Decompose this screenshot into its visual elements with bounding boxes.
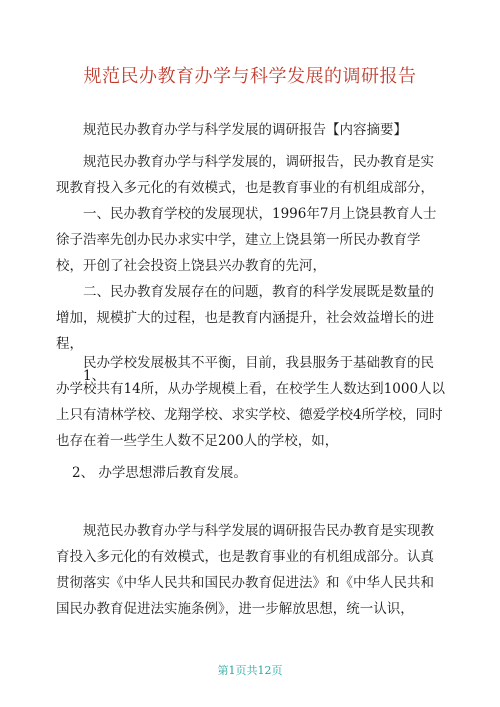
paragraph-intro: 规范民办教育办学与科学发展的，调研报告，民办教育是实现教育投入多元化的有效模式，也是教育事业的有机组成部分， <box>56 154 434 196</box>
paragraph-problems: 二、民办教育发展存在的问题，教育的科学发展既是数量的增加，规模扩大的过程，也是教育内涵提升，社会效益增长的进程， <box>56 284 434 352</box>
paragraph-status: 一、民办教育学校的发展现状，1996年7月上饶县教育人士徐子浩率先创办民办求实中学，建立上饶县第一所民办教育学校，开创了社会投资上饶县兴办教育的先河， <box>56 206 437 274</box>
document-body-middle <box>56 350 446 486</box>
paragraph-imbalance: 民办学校发展极其不平衡，目前，我县服务于基础教育的民办学校共有14所，从办学规模上看，在校学生人数达到1000人以上只有清林学校、龙翔学校、求实学校、德爱学校4所学校，同时也存在着一些学生人数不足200人的学校，如， <box>56 355 446 449</box>
document-title: 规范民办教育办学与科学发展的调研报告 <box>83 66 417 87</box>
page-footer: 第1页共12页 <box>217 664 283 677</box>
list-marker-1: 1、 <box>83 368 106 384</box>
document-body-bottom <box>56 518 446 622</box>
abstract-heading: 规范民办教育办学与科学发展的调研报告【内容摘要】 <box>83 122 407 138</box>
list-item-2: 2、 办学思想滞后教育发展。 <box>72 465 247 481</box>
document-body-top <box>56 117 446 389</box>
paragraph-summary: 规范民办教育办学与科学发展的调研报告民办教育是实现教育投入多元化的有效模式，也是教育事业的有机组成部分。认真贯彻落实《中华人民共和国民办教育促进法》和《中华人民共和国民办教育促进法实施条例》，进一步解放思想，统一认识， <box>56 523 434 617</box>
